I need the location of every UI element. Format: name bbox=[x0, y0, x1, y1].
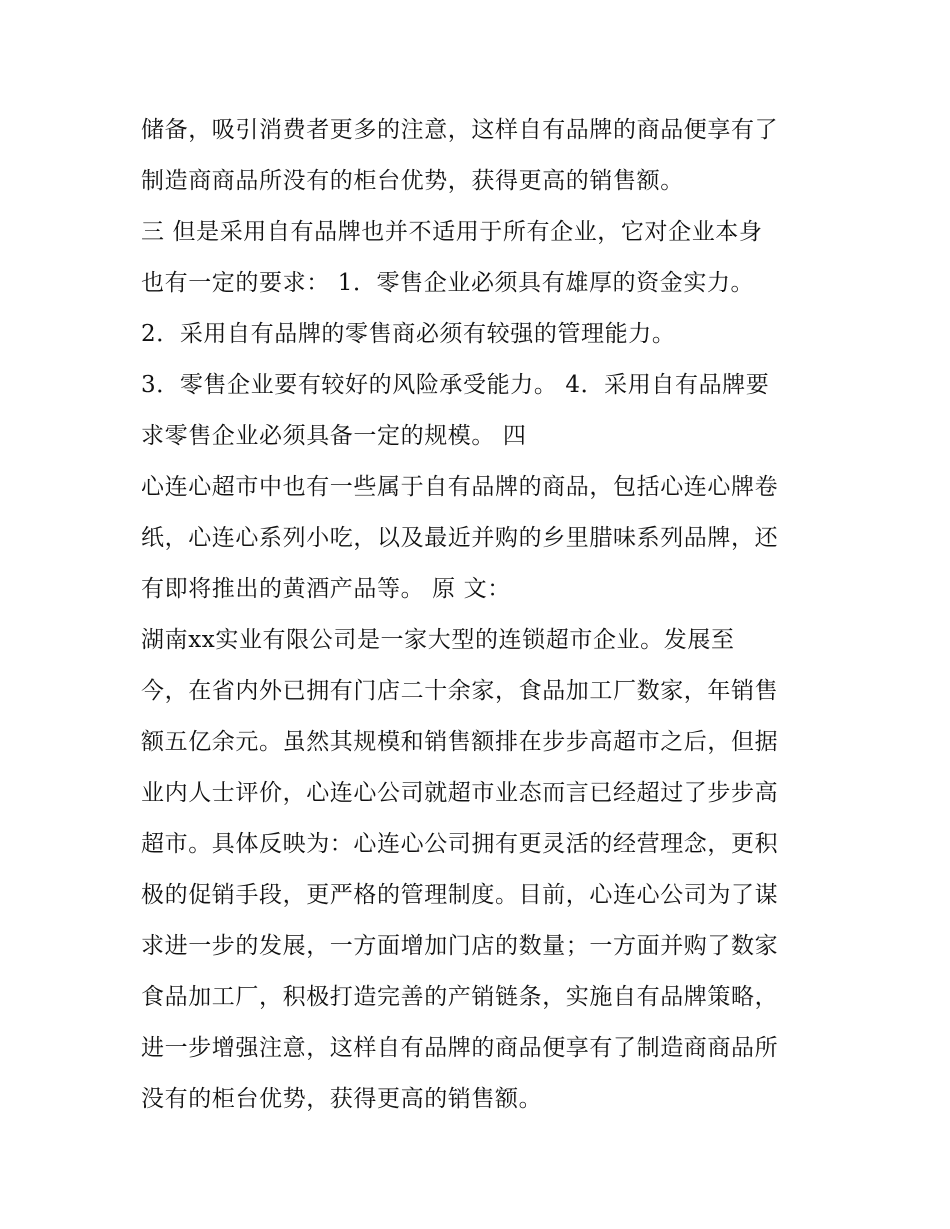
text-line: 求零售企业必须具备一定的规模。 四 bbox=[141, 423, 527, 449]
text-line: 极的促销手段，更严格的管理制度。目前，心连心公司为了谋 bbox=[141, 882, 779, 908]
text-line: 业内人士评价，心连心公司就超市业态而言已经超过了步步高 bbox=[141, 780, 779, 806]
text-line: 超市。具体反映为：心连心公司拥有更灵活的经营理念，更积 bbox=[141, 831, 779, 857]
text-line: 3．零售企业要有较好的风险承受能力。 4．采用自有品牌要 bbox=[141, 372, 770, 398]
text-line: 额五亿余元。虽然其规模和销售额排在步步高超市之后，但据 bbox=[141, 729, 779, 755]
text-line: 有即将推出的黄酒产品等。 原 文： bbox=[141, 576, 511, 602]
text-line: 没有的柜台优势，获得更高的销售额。 bbox=[141, 1086, 543, 1112]
text-line: 纸，心连心系列小吃，以及最近并购的乡里腊味系列品牌，还 bbox=[141, 525, 779, 551]
text-line: 食品加工厂，积极打造完善的产销链条，实施自有品牌策略， bbox=[141, 984, 779, 1010]
text-line: 三 但是采用自有品牌也并不适用于所有企业，它对企业本身 bbox=[141, 219, 763, 245]
text-line: 求进一步的发展，一方面增加门店的数量；一方面并购了数家 bbox=[141, 933, 779, 959]
text-line: 心连心超市中也有一些属于自有品牌的商品，包括心连心牌卷 bbox=[141, 474, 779, 500]
text-line: 储备，吸引消费者更多的注意，这样自有品牌的商品便享有了 bbox=[141, 117, 779, 143]
text-line: 湖南xx实业有限公司是一家大型的连锁超市企业。发展至 bbox=[141, 627, 735, 653]
text-line: 进一步增强注意，这样自有品牌的商品便享有了制造商商品所 bbox=[141, 1035, 779, 1061]
body-text bbox=[141, 105, 831, 1125]
text-line: 2．采用自有品牌的零售商必须有较强的管理能力。 bbox=[141, 321, 676, 347]
text-line: 制造商商品所没有的柜台优势，获得更高的销售额。 bbox=[141, 168, 684, 194]
text-line: 今，在省内外已拥有门店二十余家，食品加工厂数家，年销售 bbox=[141, 678, 779, 704]
text-line: 也有一定的要求： 1．零售企业必须具有雄厚的资金实力。 bbox=[141, 270, 755, 296]
